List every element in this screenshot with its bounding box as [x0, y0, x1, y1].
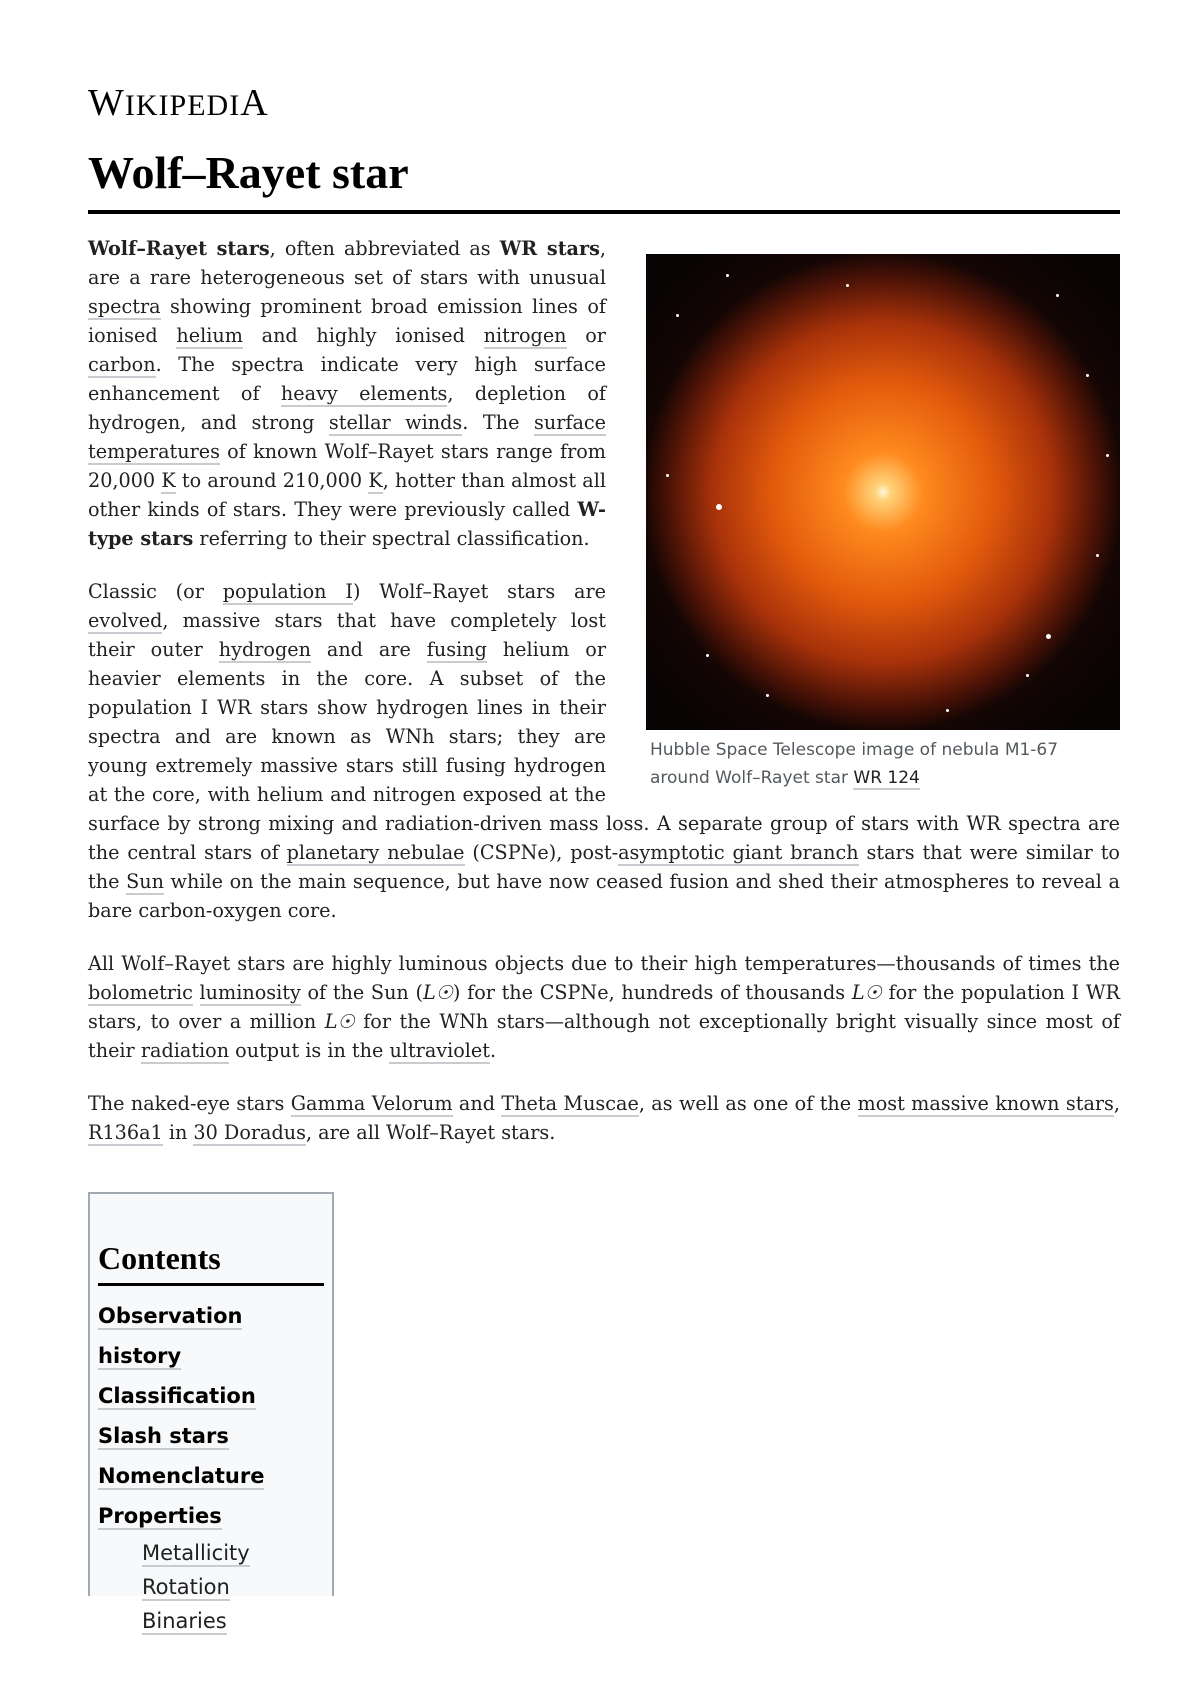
- toc-item-classification[interactable]: [98, 1376, 324, 1416]
- toc-item-nomenclature[interactable]: [98, 1456, 324, 1496]
- text: helium or heavier elements in the core. A subset of the population I WR stars show hydrogen lines in their spectra and are known as WNh stars; they are young extremely massive stars still fusing hydrogen at the core, with helium and nitrogen exposed at the surface by strong mixing and radiation-driven mass loss. A separate group of stars with WR spectra are the central stars of: [88, 638, 1120, 864]
- text: output is in the: [229, 1039, 390, 1062]
- toc-item-label: Nomenclature: [98, 1464, 265, 1488]
- toc-title: Contents: [98, 1240, 324, 1286]
- link-helium[interactable]: helium: [176, 324, 243, 347]
- text: of the Sun (: [300, 981, 423, 1004]
- link-spectra[interactable]: spectra: [88, 295, 161, 318]
- toc-subitem-binaries[interactable]: [98, 1604, 324, 1638]
- text: of known Wolf–Rayet stars range from 20,000: [88, 440, 606, 492]
- toc-item-label: Classification: [98, 1384, 256, 1408]
- toc-subitem-rotation[interactable]: [98, 1570, 324, 1604]
- link-stellar-winds[interactable]: stellar winds: [328, 411, 463, 434]
- text: ) for the CSPNe, hundreds of thousands: [452, 981, 852, 1004]
- bold-term: WR stars: [499, 237, 600, 260]
- text: for the WNh stars—although not exceptionally bright visually since most of their: [88, 1010, 1121, 1062]
- wordmark-middle: IKIPEDI: [124, 89, 241, 122]
- link-sun[interactable]: Sun: [126, 870, 164, 893]
- wordmark-final: A: [240, 82, 269, 124]
- link-evolved[interactable]: evolved: [88, 609, 163, 632]
- text: to around 210,000: [175, 469, 369, 492]
- wikipedia-wordmark[interactable]: [88, 84, 269, 122]
- text: for the population I WR stars, to over a million: [88, 981, 1120, 1033]
- paragraph-4: [88, 1089, 1120, 1147]
- link-population-i[interactable]: population I: [222, 580, 353, 603]
- text: , as well as one of the: [638, 1092, 858, 1115]
- link-hydrogen[interactable]: hydrogen: [218, 638, 311, 661]
- text: , are a rare heterogeneous set of stars with unusual: [88, 237, 607, 289]
- link-heavy-elements[interactable]: heavy elements: [280, 382, 448, 405]
- toc-item-label: Observation history: [98, 1304, 243, 1368]
- link-surface-temperatures[interactable]: surface temperatures: [88, 411, 607, 463]
- text: , depletion of hydrogen, and strong: [88, 382, 606, 434]
- link-fusing[interactable]: fusing: [426, 638, 487, 661]
- text: and: [452, 1092, 502, 1115]
- article-body: [88, 234, 1120, 1171]
- text: , hotter than almost all other kinds of stars. They were previously called: [88, 469, 606, 521]
- toc-subitem-label: Metallicity: [142, 1541, 250, 1565]
- toc-item-slash-stars[interactable]: [98, 1416, 324, 1456]
- solar-luminosity-symbol: L☉: [851, 981, 882, 1004]
- paragraph-3: [88, 949, 1120, 1065]
- toc-subitem-metallicity[interactable]: [98, 1536, 324, 1570]
- toc-subitem-label: Rotation: [142, 1575, 230, 1599]
- wordmark-initial: W: [88, 82, 125, 124]
- text: ) Wolf–Rayet stars are: [352, 580, 606, 603]
- text: . The spectra indicate very high surface enhancement of: [88, 353, 606, 405]
- toc-item-label: Properties: [98, 1504, 222, 1528]
- text: or: [566, 324, 606, 347]
- text: [193, 981, 200, 1004]
- bold-term: W-type stars: [88, 498, 606, 550]
- link-r136a1[interactable]: R136a1: [88, 1121, 163, 1144]
- nebula-image[interactable]: [646, 254, 1120, 730]
- text: referring to their spectral classification.: [193, 527, 590, 550]
- link-nitrogen[interactable]: nitrogen: [483, 324, 567, 347]
- text: . The: [462, 411, 534, 434]
- link-most-massive-known-stars[interactable]: most massive known stars: [857, 1092, 1114, 1115]
- link-radiation[interactable]: radiation: [140, 1039, 230, 1062]
- toc-subitem-label: Binaries: [142, 1609, 227, 1633]
- link-kelvin[interactable]: K: [368, 469, 383, 492]
- toc-item-observation-history[interactable]: [98, 1296, 324, 1376]
- caption-text: Hubble Space Telescope image of nebula M1-67 around Wolf–Rayet star: [650, 740, 1059, 788]
- link-asymptotic-giant-branch[interactable]: asymptotic giant branch: [618, 841, 859, 864]
- link-ultraviolet[interactable]: ultraviolet: [389, 1039, 491, 1062]
- text: , often abbreviated as: [269, 237, 500, 260]
- text: Classic (or: [88, 580, 223, 603]
- infobox-caption: [646, 736, 1120, 792]
- solar-luminosity-symbol: L☉: [422, 981, 453, 1004]
- link-theta-muscae[interactable]: Theta Muscae: [501, 1092, 639, 1115]
- link-kelvin[interactable]: K: [161, 469, 176, 492]
- solar-luminosity-symbol: L☉: [324, 1010, 355, 1033]
- text: while on the main sequence, but have now ceased fusion and shed their atmospheres to reveal a bare carbon-oxygen core.: [88, 870, 1120, 922]
- link-gamma-velorum[interactable]: Gamma Velorum: [290, 1092, 453, 1115]
- toc-item-label: Slash stars: [98, 1424, 229, 1448]
- text: , massive stars that have completely lost their outer: [88, 609, 606, 661]
- link-bolometric[interactable]: bolometric: [88, 981, 193, 1004]
- text: and highly ionised: [242, 324, 484, 347]
- caption-link-wr124[interactable]: WR 124: [853, 768, 920, 788]
- text: in: [162, 1121, 194, 1144]
- link-30-doradus[interactable]: 30 Doradus: [193, 1121, 306, 1144]
- text: ,: [1113, 1092, 1121, 1115]
- text: showing prominent broad emission lines of ionised: [88, 295, 606, 347]
- page-title: Wolf–Rayet star: [88, 150, 1120, 214]
- table-of-contents: [88, 1192, 334, 1633]
- infobox: [646, 254, 1120, 792]
- text: and are: [310, 638, 427, 661]
- link-carbon[interactable]: carbon: [88, 353, 156, 376]
- text: , are all Wolf–Rayet stars.: [305, 1121, 556, 1144]
- link-planetary-nebulae[interactable]: planetary nebulae: [286, 841, 465, 864]
- text: The naked-eye stars: [88, 1092, 291, 1115]
- link-luminosity[interactable]: luminosity: [199, 981, 301, 1004]
- text: stars that were similar to the: [88, 841, 1120, 893]
- text: All Wolf–Rayet stars are highly luminous objects due to their high temperatures—thousands of times the: [88, 952, 1120, 975]
- text: .: [490, 1039, 497, 1062]
- bold-term: Wolf–Rayet stars: [88, 237, 270, 260]
- toc-item-properties[interactable]: [98, 1496, 324, 1536]
- text: (CSPNe), post-: [464, 841, 619, 864]
- toc-list: [98, 1296, 324, 1638]
